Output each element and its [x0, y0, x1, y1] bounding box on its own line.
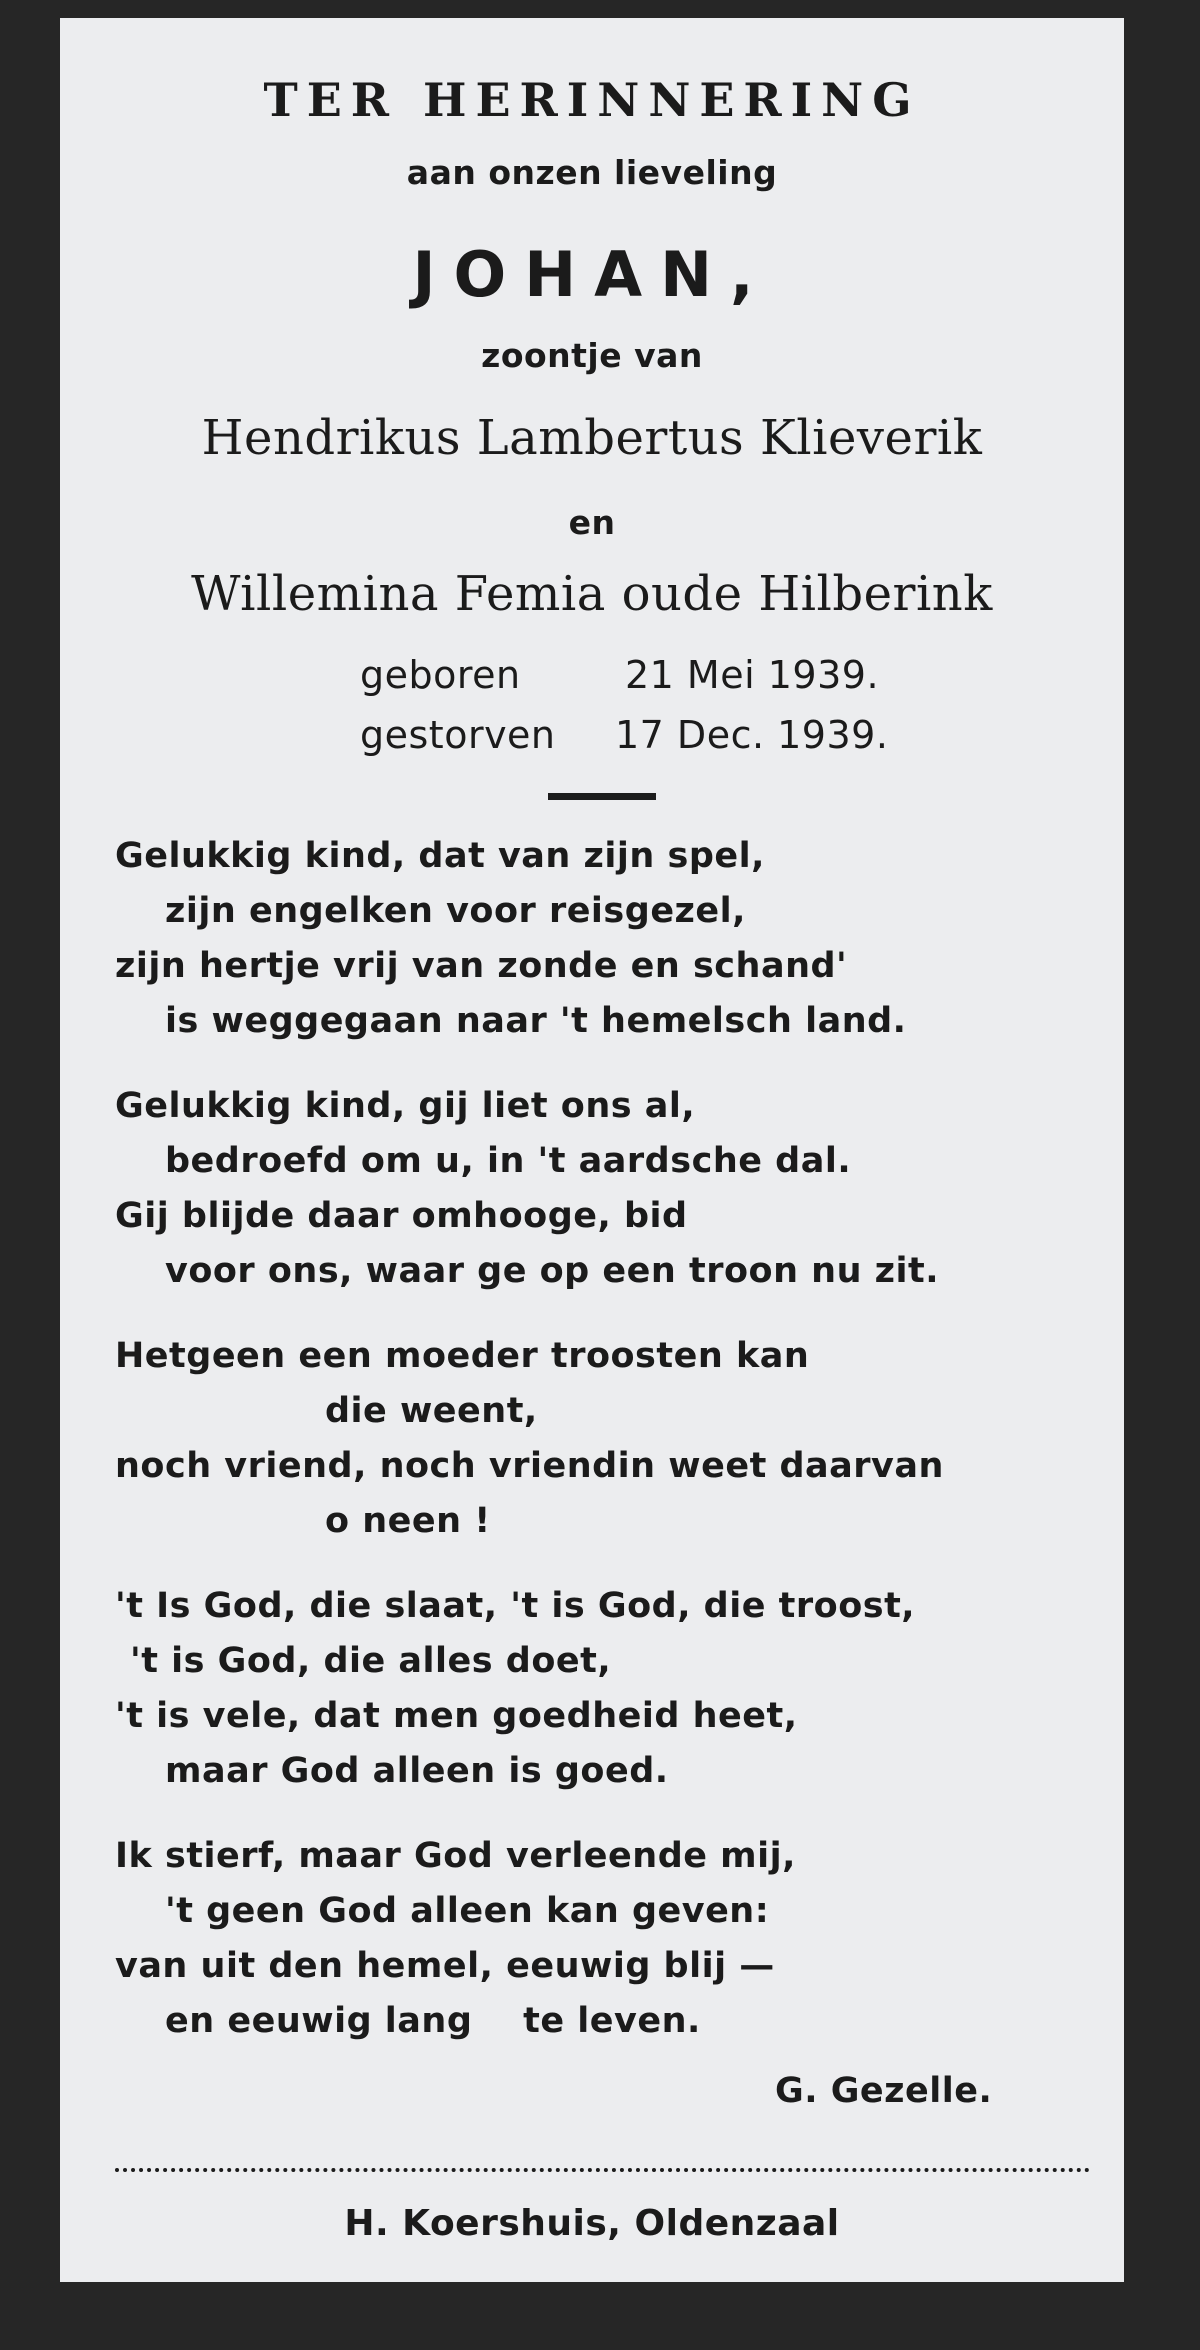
child-name: JOHAN, — [412, 238, 772, 311]
poem-line: Hetgeen een moeder troosten kan — [115, 1336, 810, 1376]
poem-author: G. Gezelle. — [775, 2071, 993, 2111]
born-date: 21 Mei 1939. — [625, 653, 880, 697]
poem-line: maar God alleen is goed. — [165, 1751, 669, 1791]
poem-line: 't is God, die alles doet, — [130, 1641, 612, 1681]
poem-line: die weent, — [325, 1391, 538, 1431]
poem-line: zijn hertje vrij van zonde en schand' — [115, 946, 848, 986]
poem-line: o neen ! — [325, 1501, 491, 1541]
poem-line: 't Is God, die slaat, 't is God, die troost, — [115, 1586, 916, 1626]
poem-line: noch vriend, noch vriendin weet daarvan — [115, 1446, 944, 1486]
poem-line: zijn engelken voor reisgezel, — [165, 891, 746, 931]
poem-line: Gij blijde daar omhooge, bid — [115, 1196, 688, 1236]
card-subtitle: aan onzen lieveling — [406, 153, 778, 192]
memorial-card — [60, 18, 1124, 2282]
poem-line: bedroefd om u, in 't aardsche dal. — [165, 1141, 852, 1181]
printer-credit: H. Koershuis, Oldenzaal — [344, 2203, 840, 2244]
poem-line: Ik stierf, maar God verleende mij, — [115, 1836, 796, 1876]
poem-line: Gelukkig kind, gij liet ons al, — [115, 1086, 696, 1126]
died-label: gestorven — [360, 713, 556, 757]
relation-text: zoontje van — [481, 336, 703, 375]
card-title: TER HERINNERING — [263, 73, 921, 127]
section-divider — [548, 793, 656, 800]
mother-name: Willemina Femia oude Hilberink — [191, 566, 993, 622]
poem-line: is weggegaan naar 't hemelsch land. — [165, 1001, 907, 1041]
father-name: Hendrikus Lambertus Klieverik — [201, 410, 983, 466]
poem-line: 't is vele, dat men goedheid heet, — [115, 1696, 798, 1736]
poem-line: 't geen God alleen kan geven: — [165, 1891, 770, 1931]
conjunction-text: en — [568, 503, 616, 542]
poem-line: Gelukkig kind, dat van zijn spel, — [115, 836, 765, 876]
died-date: 17 Dec. 1939. — [615, 713, 889, 757]
born-label: geboren — [360, 653, 521, 697]
poem-line: voor ons, waar ge op een troon nu zit. — [165, 1251, 940, 1291]
poem-line: en eeuwig lang te leven. — [165, 2001, 701, 2041]
poem-line: van uit den hemel, eeuwig blij — — [115, 1946, 775, 1986]
footer-divider — [115, 2168, 1090, 2172]
